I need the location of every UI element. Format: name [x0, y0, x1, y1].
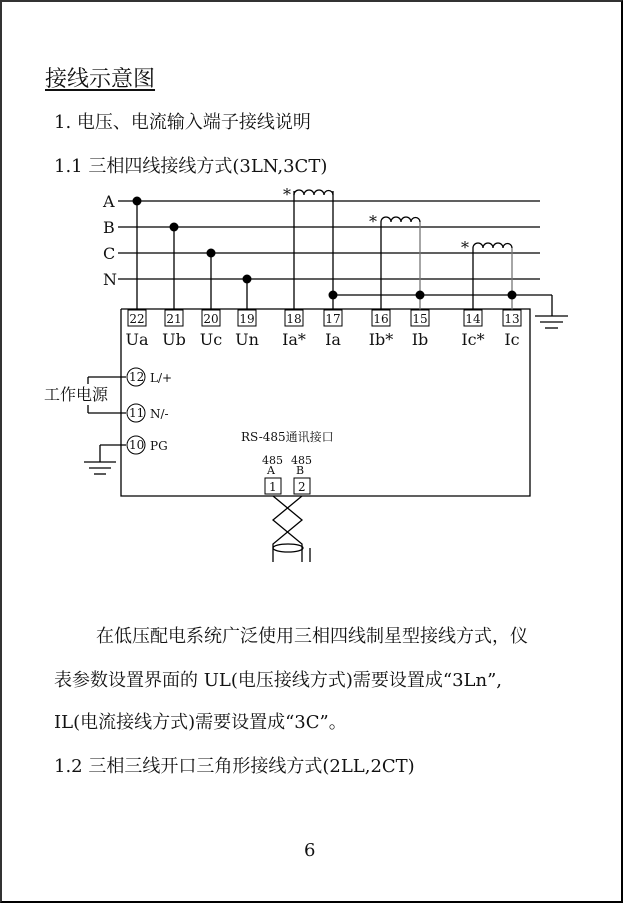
terminal-number: 14 — [465, 312, 481, 326]
rs485-label: RS-485通讯接口 — [241, 430, 334, 444]
terminal-label: Ic* — [461, 330, 485, 349]
power-terminal-12: 12 — [129, 370, 145, 384]
line-label-b: B — [103, 218, 115, 237]
rs485-a-sub: A — [267, 464, 275, 477]
terminal-label: Ic — [504, 330, 520, 349]
rs485-terminal-2: 2 — [298, 480, 306, 494]
ct-polarity-c: * — [461, 238, 469, 257]
paragraph-line-3: IL(电流接线方式)需要设置成“3C”。 — [54, 712, 347, 733]
rs485-b-top: 485 — [291, 454, 312, 467]
ground-icon — [535, 316, 568, 328]
terminal-label: Ia* — [282, 330, 306, 349]
power-terminal-10: 10 — [129, 438, 145, 452]
page-number: 6 — [304, 840, 316, 861]
terminal-number: 19 — [239, 312, 255, 326]
terminal-label: Ib* — [368, 330, 394, 349]
paragraph-line-1: 在低压配电系统广泛使用三相四线制星型接线方式，仪 — [96, 626, 528, 647]
power-label-n: N/- — [150, 407, 169, 421]
page-title: 接线示意图 — [45, 67, 156, 92]
power-terminal-11: 11 — [129, 406, 145, 420]
terminal-label: Un — [235, 330, 259, 349]
terminal-number: 13 — [504, 312, 520, 326]
cable-shield — [273, 544, 303, 552]
section-heading-1: 1. 电压、电流输入端子接线说明 — [54, 112, 311, 133]
ct-coil-b-icon — [381, 217, 420, 222]
ct-polarity-a: * — [283, 185, 291, 204]
rs485-a-top: 485 — [262, 454, 283, 467]
section-heading-1-1: 1.1 三相四线接线方式(3LN,3CT) — [54, 156, 328, 177]
power-label-l: L/+ — [150, 371, 173, 385]
ct-coil-c-icon — [473, 243, 512, 248]
terminal-number: 20 — [203, 312, 219, 326]
terminal-number: 17 — [325, 312, 341, 326]
terminal-label: Uc — [199, 330, 223, 349]
section-heading-1-2: 1.2 三相三线开口三角形接线方式(2LL,2CT) — [54, 756, 415, 777]
terminal-label: Ua — [125, 330, 149, 349]
line-label-a: A — [103, 192, 115, 211]
terminal-number: 18 — [286, 312, 302, 326]
rs485-terminal-1: 1 — [269, 480, 277, 494]
paragraph-line-2: 表参数设置界面的 UL(电压接线方式)需要设置成“3Ln”, — [54, 670, 503, 691]
ct-coil-a-icon — [294, 190, 333, 195]
line-label-n: N — [103, 270, 117, 289]
power-supply-label: 工作电源 — [44, 385, 109, 404]
terminal-label: Ub — [162, 330, 186, 349]
ground-pg-icon — [84, 462, 116, 474]
line-label-c: C — [103, 244, 116, 263]
rs485-b-sub: B — [296, 464, 305, 477]
terminal-label: Ib — [411, 330, 429, 349]
power-label-pg: PG — [150, 439, 168, 453]
terminal-label: Ia — [325, 330, 341, 349]
ct-polarity-b: * — [369, 212, 377, 231]
terminal-number: 16 — [373, 312, 389, 326]
terminal-number: 21 — [166, 312, 182, 326]
terminal-number: 15 — [412, 312, 428, 326]
terminal-number: 22 — [129, 312, 145, 326]
